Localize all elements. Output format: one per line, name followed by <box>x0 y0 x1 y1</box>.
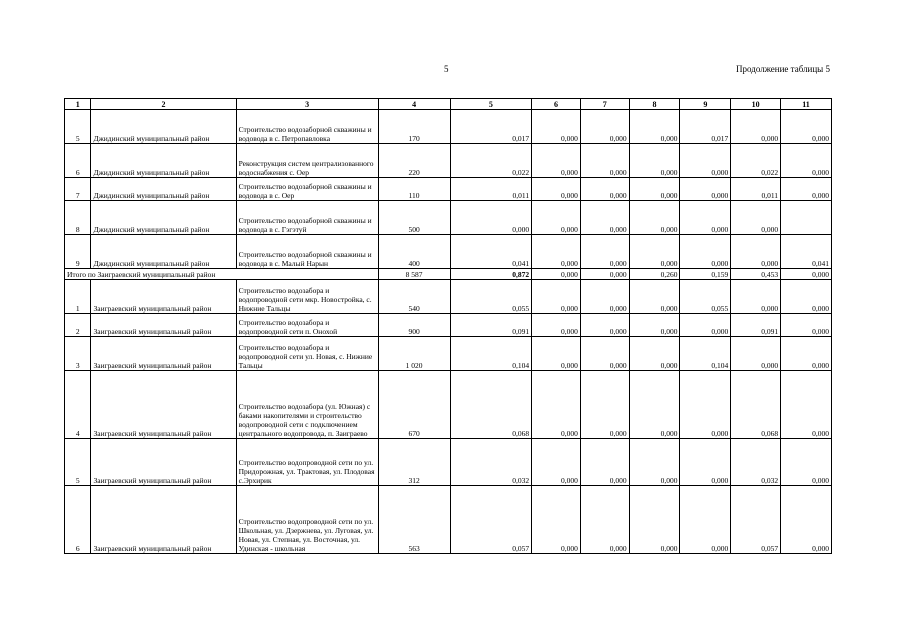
cell-col9: 0,000 <box>680 486 731 554</box>
cell-col6: 0,000 <box>532 235 581 269</box>
cell-col5: 0,041 <box>450 235 532 269</box>
cell-col11: 0,000 <box>781 486 832 554</box>
cell-col11: 0,000 <box>781 337 832 371</box>
cell-col5: 0,057 <box>450 486 532 554</box>
cell-col6: 0,000 <box>532 280 581 314</box>
cell-col4: 900 <box>378 314 450 337</box>
table-row <box>65 371 832 439</box>
investment-table <box>64 98 832 554</box>
cell-col11: 0,000 <box>781 144 832 178</box>
column-header-6: 6 <box>532 99 581 110</box>
cell-number: 5 <box>65 110 91 144</box>
cell-col9: 0,000 <box>680 235 731 269</box>
cell-district: Джидинский муниципальный район <box>91 178 236 201</box>
table-row <box>65 314 832 337</box>
cell-col6: 0,000 <box>532 178 581 201</box>
cell-col9: 0,000 <box>680 439 731 486</box>
cell-col10: 0,032 <box>731 439 781 486</box>
cell-col6: 0,000 <box>532 439 581 486</box>
cell-district: Джидинский муниципальный район <box>91 235 236 269</box>
cell-col8: 0,000 <box>629 110 680 144</box>
cell-col9: 0,000 <box>680 178 731 201</box>
column-header-5: 5 <box>450 99 532 110</box>
table-row <box>65 110 832 144</box>
cell-col8: 0,000 <box>629 144 680 178</box>
cell-col5: 0,017 <box>450 110 532 144</box>
cell-col5: 0,022 <box>450 144 532 178</box>
cell-project: Строительство водозаборной скважины и водовода в с. Петропавловка <box>236 110 378 144</box>
cell-col10: 0,068 <box>731 371 781 439</box>
cell-project: Строительство водозаборной скважины и водовода в с. Малый Нарын <box>236 235 378 269</box>
total-label: Итого по Заиграевский муниципальный район <box>65 269 379 280</box>
cell-col7: 0,000 <box>580 314 629 337</box>
column-header-4: 4 <box>378 99 450 110</box>
cell-col9: 0,000 <box>680 201 731 235</box>
cell-col10: 0,057 <box>731 486 781 554</box>
cell-col5: 0,011 <box>450 178 532 201</box>
cell-col4: 1 020 <box>378 337 450 371</box>
cell-col8: 0,000 <box>629 201 680 235</box>
table-row <box>65 144 832 178</box>
column-header-10: 10 <box>731 99 781 110</box>
cell-number: 6 <box>65 144 91 178</box>
cell-col10: 0,000 <box>731 110 781 144</box>
cell-col11: 0,000 <box>781 371 832 439</box>
cell-district: Джидинский муниципальный район <box>91 110 236 144</box>
cell-project: Строительство водозабора и водопроводной сети ул. Новая, с. Нижние Тальцы <box>236 337 378 371</box>
cell-col4: 110 <box>378 178 450 201</box>
cell-col4: 312 <box>378 439 450 486</box>
cell-project: Строительство водозаборной скважины и водовода в с. Оер <box>236 178 378 201</box>
cell-col7: 0,000 <box>580 144 629 178</box>
cell-col11: 0,000 <box>781 269 832 280</box>
cell-col7: 0,000 <box>580 110 629 144</box>
cell-col9: 0,000 <box>680 144 731 178</box>
cell-col7: 0,000 <box>580 337 629 371</box>
cell-col5: 0,032 <box>450 439 532 486</box>
cell-col6: 0,000 <box>532 371 581 439</box>
cell-col4: 8 587 <box>378 269 450 280</box>
table-row <box>65 178 832 201</box>
cell-col7: 0,000 <box>580 235 629 269</box>
column-header-9: 9 <box>680 99 731 110</box>
cell-col9: 0,000 <box>680 314 731 337</box>
cell-col5: 0,055 <box>450 280 532 314</box>
cell-col8: 0,000 <box>629 337 680 371</box>
cell-district: Заиграевский муниципальный район <box>91 439 236 486</box>
cell-col10: 0,000 <box>731 235 781 269</box>
column-header-1: 1 <box>65 99 91 110</box>
cell-col5: 0,068 <box>450 371 532 439</box>
cell-col6: 0,000 <box>532 314 581 337</box>
cell-col6: 0,000 <box>532 269 581 280</box>
cell-col6: 0,000 <box>532 337 581 371</box>
cell-number: 9 <box>65 235 91 269</box>
cell-district: Джидинский муниципальный район <box>91 144 236 178</box>
cell-col10: 0,000 <box>731 280 781 314</box>
cell-district: Заиграевский муниципальный район <box>91 371 236 439</box>
cell-project: Реконструкция систем централизованного водоснабжения с. Оер <box>236 144 378 178</box>
cell-number: 6 <box>65 486 91 554</box>
column-header-2: 2 <box>91 99 236 110</box>
cell-number: 8 <box>65 201 91 235</box>
cell-col10: 0,000 <box>731 337 781 371</box>
cell-district: Заиграевский муниципальный район <box>91 486 236 554</box>
cell-col11: 0,000 <box>781 280 832 314</box>
cell-col8: 0,000 <box>629 235 680 269</box>
cell-col7: 0,000 <box>580 439 629 486</box>
cell-col11: 0,041 <box>781 235 832 269</box>
table-row <box>65 201 832 235</box>
cell-col8: 0,000 <box>629 178 680 201</box>
cell-col8: 0,000 <box>629 486 680 554</box>
cell-col10: 0,453 <box>731 269 781 280</box>
cell-district: Заиграевский муниципальный район <box>91 314 236 337</box>
cell-project: Строительство водопроводной сети по ул. Школьная, ул. Дзержнева, ул. Луговая, ул. Новая, ул. Степная, ул. Восточная, ул. Удинская - школьная <box>236 486 378 554</box>
cell-col4: 540 <box>378 280 450 314</box>
cell-col10: 0,011 <box>731 178 781 201</box>
cell-col9: 0,055 <box>680 280 731 314</box>
cell-col6: 0,000 <box>532 201 581 235</box>
table-row <box>65 337 832 371</box>
cell-col5: 0,872 <box>450 269 532 280</box>
cell-col10: 0,091 <box>731 314 781 337</box>
cell-number: 1 <box>65 280 91 314</box>
cell-col7: 0,000 <box>580 269 629 280</box>
cell-district: Джидинский муниципальный район <box>91 201 236 235</box>
cell-col11 <box>781 201 832 235</box>
cell-col9: 0,104 <box>680 337 731 371</box>
table-row <box>65 486 832 554</box>
cell-col4: 220 <box>378 144 450 178</box>
table-row <box>65 439 832 486</box>
cell-col8: 0,260 <box>629 269 680 280</box>
cell-project: Строительство водозабора и водопроводной сети мкр. Новостройка, с. Нижние Тальцы <box>236 280 378 314</box>
cell-project: Строительство водопроводной сети по ул. Придорожная, ул. Трактовая, ул. Плодовая с.Эрхирик <box>236 439 378 486</box>
cell-number: 3 <box>65 337 91 371</box>
table-row <box>65 235 832 269</box>
cell-col5: 0,000 <box>450 201 532 235</box>
cell-district: Заиграевский муниципальный район <box>91 280 236 314</box>
cell-col4: 400 <box>378 235 450 269</box>
cell-col5: 0,104 <box>450 337 532 371</box>
cell-number: 4 <box>65 371 91 439</box>
column-header-8: 8 <box>629 99 680 110</box>
cell-col4: 170 <box>378 110 450 144</box>
cell-col4: 563 <box>378 486 450 554</box>
cell-col7: 0,000 <box>580 178 629 201</box>
cell-col8: 0,000 <box>629 439 680 486</box>
cell-project: Строительство водозабора и водопроводной сети п. Онохой <box>236 314 378 337</box>
cell-district: Заиграевский муниципальный район <box>91 337 236 371</box>
column-header-7: 7 <box>580 99 629 110</box>
column-header-11: 11 <box>781 99 832 110</box>
table-row <box>65 280 832 314</box>
cell-col9: 0,159 <box>680 269 731 280</box>
cell-col11: 0,000 <box>781 178 832 201</box>
cell-col11: 0,000 <box>781 439 832 486</box>
cell-project: Строительство водозабора (ул. Южная) с баками накопителями и строительство водопроводной сети с подключением центрального водопровода, п. Заиграево <box>236 371 378 439</box>
page-number: 5 <box>444 64 449 74</box>
header-row <box>65 99 832 110</box>
cell-col5: 0,091 <box>450 314 532 337</box>
cell-col7: 0,000 <box>580 371 629 439</box>
cell-col4: 500 <box>378 201 450 235</box>
cell-number: 7 <box>65 178 91 201</box>
total-row <box>65 269 832 280</box>
cell-col7: 0,000 <box>580 201 629 235</box>
cell-col4: 670 <box>378 371 450 439</box>
cell-col8: 0,000 <box>629 314 680 337</box>
cell-col6: 0,000 <box>532 486 581 554</box>
cell-col9: 0,000 <box>680 371 731 439</box>
cell-col8: 0,000 <box>629 371 680 439</box>
cell-number: 5 <box>65 439 91 486</box>
cell-col7: 0,000 <box>580 486 629 554</box>
cell-col10: 0,022 <box>731 144 781 178</box>
cell-col9: 0,017 <box>680 110 731 144</box>
cell-col8: 0,000 <box>629 280 680 314</box>
cell-col11: 0,000 <box>781 110 832 144</box>
cell-col10: 0,000 <box>731 201 781 235</box>
continuation-label: Продолжение таблицы 5 <box>736 64 830 74</box>
column-header-3: 3 <box>236 99 378 110</box>
cell-number: 2 <box>65 314 91 337</box>
cell-project: Строительство водозаборной скважины и водовода в с. Гэгэтуй <box>236 201 378 235</box>
cell-col11: 0,000 <box>781 314 832 337</box>
cell-col6: 0,000 <box>532 144 581 178</box>
cell-col6: 0,000 <box>532 110 581 144</box>
cell-col7: 0,000 <box>580 280 629 314</box>
